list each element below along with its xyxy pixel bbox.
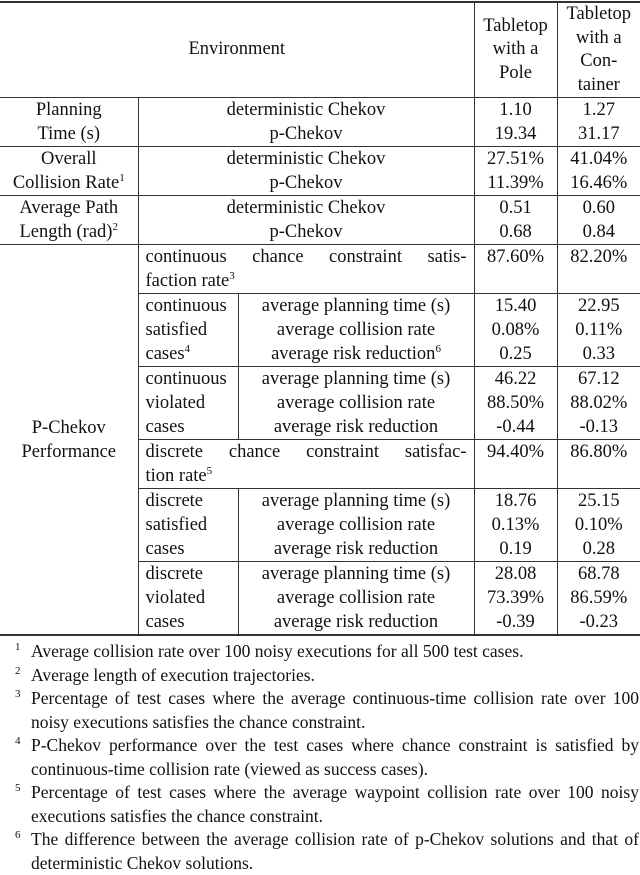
footnote: 3 Percentage of test cases where the average continuous-time collision rate over 100 noisy executions satisfies the chance constraint. — [15, 688, 639, 732]
cell-line: p-Chekov — [269, 222, 343, 242]
cell-line: 22.95 — [577, 296, 620, 316]
cell-line: 31.17 — [577, 124, 620, 144]
metric-names — [238, 294, 474, 367]
table-row — [0, 245, 640, 294]
cell-line: 1.27 — [582, 100, 615, 120]
pole-value — [474, 294, 557, 367]
footnote-ref: 1 — [119, 172, 125, 184]
cell-line: 0.11% — [575, 320, 623, 340]
pole-value — [474, 367, 557, 440]
method-cell — [138, 98, 474, 147]
cell-line: 86.59% — [570, 588, 628, 608]
cell-line: average risk reduction — [273, 539, 439, 559]
cell-line: 0.08% — [491, 320, 540, 340]
metric-names — [238, 367, 474, 440]
cell-line: 0.84 — [582, 222, 615, 242]
cell-line: 68.78 — [577, 564, 620, 584]
cell-line: Planning — [35, 100, 102, 120]
container-value — [557, 98, 640, 147]
method-cell — [138, 147, 474, 196]
cell-line: -0.23 — [579, 612, 619, 632]
pole-value — [474, 147, 557, 196]
container-value — [557, 367, 640, 440]
cell-line: -0.13 — [579, 417, 619, 437]
footnote: 1 Average collision rate over 100 noisy executions for all 500 test cases. — [15, 641, 524, 661]
cell-line: continuous — [145, 369, 227, 389]
cell-line: average risk reduction — [273, 417, 439, 437]
case-label — [138, 294, 238, 367]
pole-value — [474, 562, 557, 636]
cell-line: 19.34 — [494, 124, 537, 144]
cell-line: 18.76 — [494, 491, 537, 511]
cell-line: discrete — [145, 564, 204, 584]
cell-line: 0.60 — [582, 198, 615, 218]
cell-line: 25.15 — [577, 491, 620, 511]
cell-line: 11.39% — [487, 173, 544, 193]
pole-value: 94.40% — [474, 440, 557, 489]
case-label — [138, 367, 238, 440]
cell-line: deterministic Chekov — [226, 100, 386, 120]
cell-line: 0.28 — [582, 539, 615, 559]
cell-line: average risk reduction$^6$ — [271, 343, 441, 364]
cell-line: deterministic Chekov — [226, 198, 386, 218]
footnote: 4 P-Chekov performance over the test cases where chance constraint is satisfied by continuous-time collision rate (viewed as success cases). — [15, 735, 639, 779]
cell-line: average planning time (s) — [261, 296, 451, 316]
footnotes — [0, 640, 640, 875]
footnote-ref: 3 — [229, 270, 235, 282]
cell-line: p-Chekov — [269, 124, 343, 144]
cell-line: cases — [145, 539, 185, 559]
cell-line: Performance — [21, 441, 116, 462]
cell-line: 1.10 — [499, 100, 532, 120]
cell-line: average collision rate — [276, 393, 436, 413]
container-value — [557, 196, 640, 245]
cell-line: 16.46% — [570, 173, 628, 193]
container-value — [557, 489, 640, 562]
cell-line: 88.02% — [570, 393, 628, 413]
cell-line: average planning time (s) — [261, 564, 451, 584]
cell-line: violated — [145, 588, 206, 608]
cell-line: 88.50% — [486, 393, 545, 413]
cell-line: satisfied — [145, 515, 208, 535]
footnote: 6 The difference between the average collision rate of p-Chekov solutions and that of deterministic Chekov solutions. — [15, 829, 639, 873]
environment-header: Environment — [0, 2, 474, 98]
metric-label — [0, 98, 138, 147]
table-row — [0, 196, 640, 245]
rate-label: discrete chance constraint satisfac- tion rate$^5$ — [138, 440, 474, 489]
cell-line: discrete — [145, 491, 204, 511]
case-label — [138, 562, 238, 636]
container-value — [557, 294, 640, 367]
container-value: 82.20% — [557, 245, 640, 294]
cell-line: -0.44 — [496, 417, 535, 437]
cell-line: average collision rate — [276, 515, 436, 535]
table-row — [0, 98, 640, 147]
cell-line: deterministic Chekov — [226, 149, 386, 169]
container-value — [557, 562, 640, 636]
cell-line: 0.25 — [499, 344, 532, 364]
cell-line: cases — [145, 612, 185, 632]
footnote-ref: 4 — [184, 343, 191, 355]
pole-value — [474, 196, 557, 245]
pole-value: 87.60% — [474, 245, 557, 294]
footnote-ref: 2 — [112, 221, 118, 233]
cell-line: average planning time (s) — [261, 369, 451, 389]
results-table — [0, 1, 640, 636]
footnote-ref: 6 — [435, 343, 441, 355]
metric-label — [0, 147, 138, 196]
table-row — [0, 147, 640, 196]
cell-line: 41.04% — [570, 149, 628, 169]
cell-line: Time (s) — [37, 124, 101, 144]
cell-line: Collision Rate$^1$ — [12, 172, 125, 193]
cell-line: 0.68 — [499, 222, 532, 242]
cell-line: P-Chekov — [31, 417, 106, 438]
metric-names — [238, 489, 474, 562]
cell-line: 28.08 — [494, 564, 537, 584]
cell-line: average collision rate — [276, 320, 436, 340]
cell-line: 73.39% — [486, 588, 545, 608]
cell-line: cases$^4$ — [145, 343, 191, 364]
footnote-ref: 5 — [206, 465, 213, 477]
cell-line: Average Path — [19, 198, 119, 218]
cell-line: -0.39 — [496, 612, 535, 632]
cell-line: 46.22 — [494, 369, 537, 389]
header-row — [0, 2, 640, 98]
cell-line: 15.40 — [494, 296, 537, 316]
performance-label — [0, 245, 138, 636]
pole-value — [474, 489, 557, 562]
footnote: 5 Percentage of test cases where the average waypoint collision rate over 100 noisy executions satisfies the chance constraint. — [15, 782, 639, 826]
container-value: 86.80% — [557, 440, 640, 489]
rate-label: continuous chance constraint satis- faction rate$^3$ — [138, 245, 474, 294]
cell-line: 0.19 — [499, 539, 532, 559]
cell-line: average planning time (s) — [261, 491, 451, 511]
method-cell — [138, 196, 474, 245]
cell-line: average collision rate — [276, 588, 436, 608]
container-header: Tabletop with a Con- tainer — [557, 2, 640, 98]
cell-line: 27.51% — [486, 149, 545, 169]
cell-line: 0.13% — [491, 515, 540, 535]
cell-line: violated — [145, 393, 206, 413]
pole-value — [474, 98, 557, 147]
cell-line: Overall — [41, 149, 97, 169]
cell-line: 0.51 — [499, 198, 532, 218]
cell-line: 67.12 — [577, 369, 620, 389]
cell-line: Length (rad)$^2$ — [19, 221, 118, 242]
metric-names — [238, 562, 474, 636]
cell-line: p-Chekov — [269, 173, 343, 193]
container-value — [557, 147, 640, 196]
pole-header: Tabletop with a Pole — [474, 2, 557, 98]
cell-line: satisfied — [145, 320, 208, 340]
cell-line: average risk reduction — [273, 612, 439, 632]
cell-line: 0.10% — [574, 515, 623, 535]
footnote: 2 Average length of execution trajectories. — [15, 664, 315, 685]
cell-line: cases — [145, 417, 185, 437]
cell-line: 0.33 — [582, 344, 615, 364]
cell-line: continuous — [145, 296, 227, 316]
metric-label — [0, 196, 138, 245]
case-label — [138, 489, 238, 562]
